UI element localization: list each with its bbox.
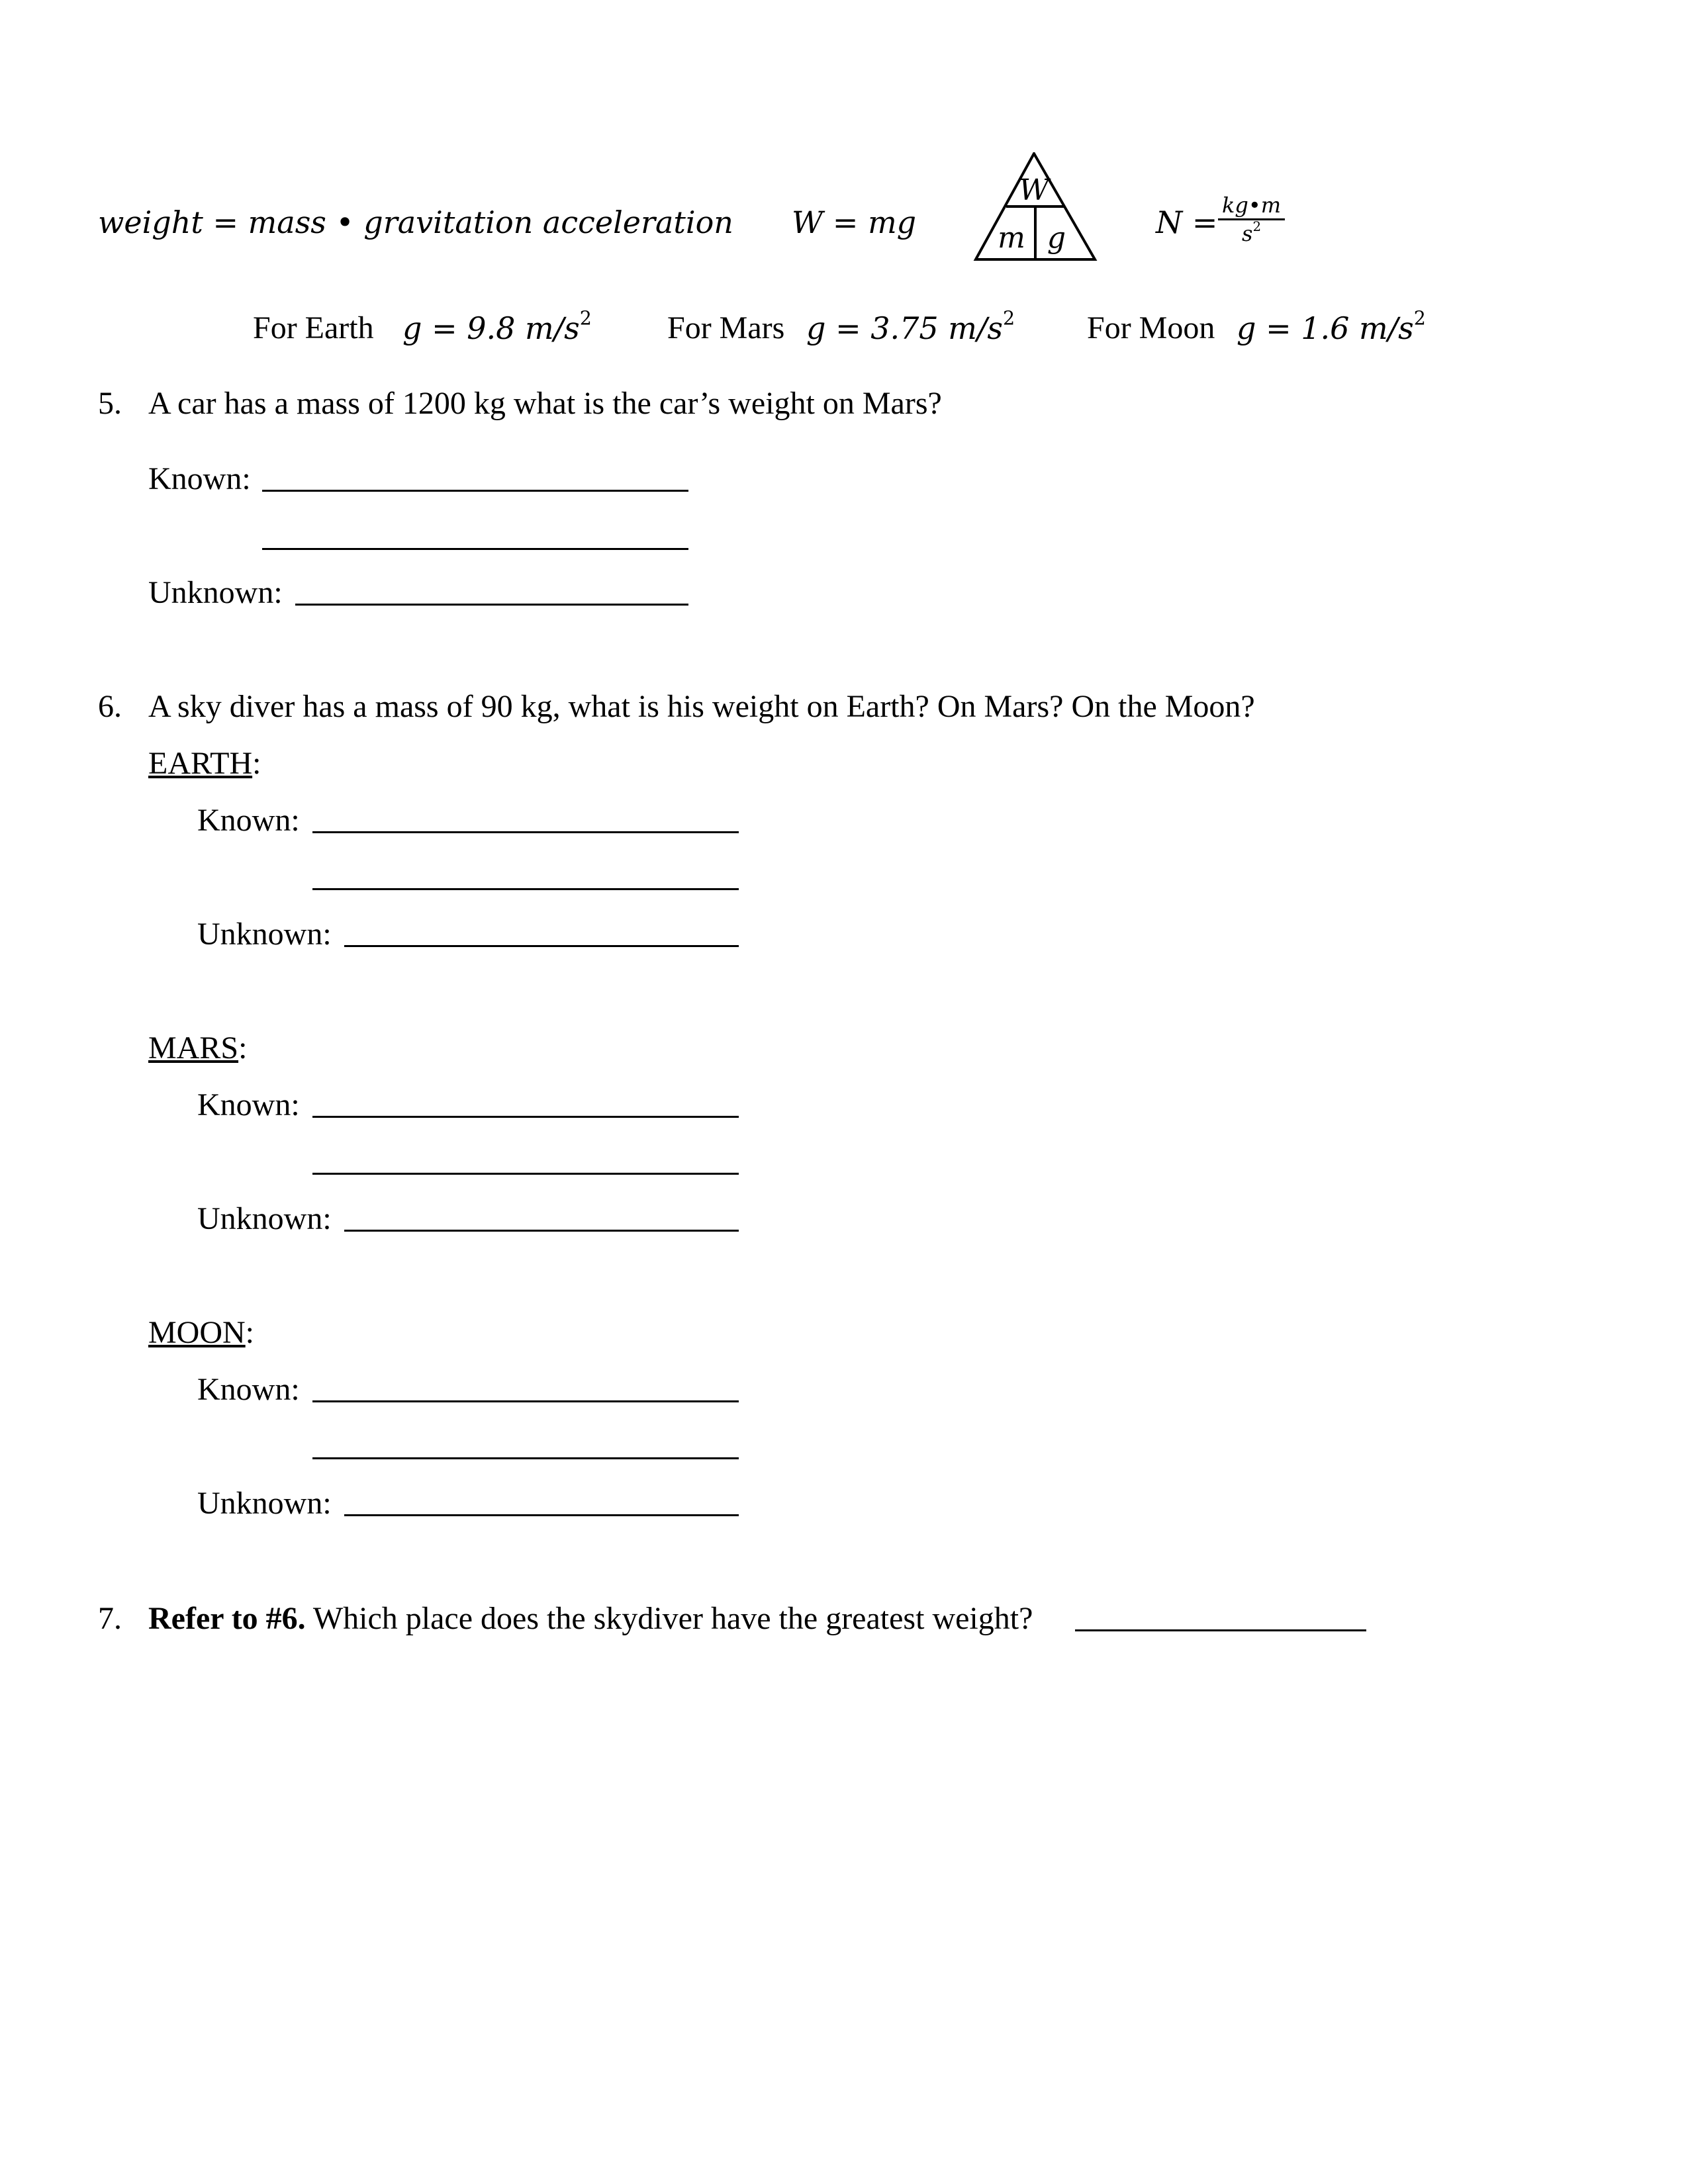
q6-moon-known-blank-2[interactable] (312, 1457, 739, 1459)
newton-fraction (1218, 192, 1285, 247)
q6-moon-unknown-label: Unknown: (197, 1486, 332, 1521)
q6-earth-heading: EARTH: (148, 746, 261, 781)
newton-numerator: kg•m (1222, 193, 1282, 218)
weight-word-equation: weight = mass • gravitation acceleration (98, 205, 733, 240)
q5-unknown-blank[interactable] (295, 604, 688, 606)
earth-gravity-equation: g = 9.8 $m/s^2$ (402, 307, 592, 346)
triangle-g-label: g (1047, 221, 1066, 255)
q6-moon-unknown-blank[interactable] (344, 1514, 739, 1516)
q5-unknown-label: Unknown: (148, 575, 283, 610)
q5-text: A car has a mass of 1200 kg what is the car’s weight on Mars? (148, 386, 942, 421)
q6-mars-unknown-blank[interactable] (344, 1230, 739, 1232)
q6-mars-heading: MARS: (148, 1030, 248, 1066)
q6-mars-known-blank-2[interactable] (312, 1173, 739, 1175)
q6-text: A sky diver has a mass of 90 kg, what is his weight on Earth? On Mars? On the Moon? (148, 689, 1255, 724)
q6-earth-unknown-label: Unknown: (197, 917, 332, 952)
q7-answer-blank[interactable] (1075, 1629, 1366, 1631)
formula-triangle-graphic (973, 152, 1105, 265)
q5-known-blank-1[interactable] (262, 490, 688, 492)
q5-known-blank-2[interactable] (262, 548, 688, 550)
q6-moon-known-label: Known: (197, 1372, 300, 1407)
q5-number: 5. (98, 386, 122, 421)
mars-gravity-equation: g = 3.75 $m/s^2$ (806, 307, 1015, 346)
formula-triangle (973, 152, 1105, 265)
mars-gravity-label: For Mars (667, 310, 785, 345)
q6-earth-known-blank-2[interactable] (312, 888, 739, 890)
q6-earth-known-blank-1[interactable] (312, 831, 739, 833)
q5-known-label: Known: (148, 461, 251, 496)
q7-text: Refer to #6. Which place does the skydiver have the greatest weight? (148, 1601, 1033, 1636)
q6-earth-known-label: Known: (197, 803, 300, 838)
newton-denominator: $s^2$ (1242, 219, 1262, 246)
q7-number: 7. (98, 1601, 122, 1636)
q6-mars-known-label: Known: (197, 1087, 300, 1122)
q6-moon-heading: MOON: (148, 1315, 255, 1350)
weight-symbol-equation: W = mg (792, 205, 917, 240)
q6-mars-unknown-label: Unknown: (197, 1201, 332, 1236)
moon-gravity-label: For Moon (1087, 310, 1215, 345)
earth-gravity-label: For Earth (253, 310, 374, 345)
newton-lhs: N = (1156, 205, 1218, 240)
q6-number: 6. (98, 689, 122, 724)
moon-gravity-equation: g = 1.6 $m/s^2$ (1237, 307, 1426, 346)
triangle-m-label: m (998, 221, 1025, 255)
triangle-w-label: W (1019, 173, 1049, 207)
q6-mars-known-blank-1[interactable] (312, 1116, 739, 1118)
q6-moon-known-blank-1[interactable] (312, 1400, 739, 1402)
q6-earth-unknown-blank[interactable] (344, 945, 739, 947)
